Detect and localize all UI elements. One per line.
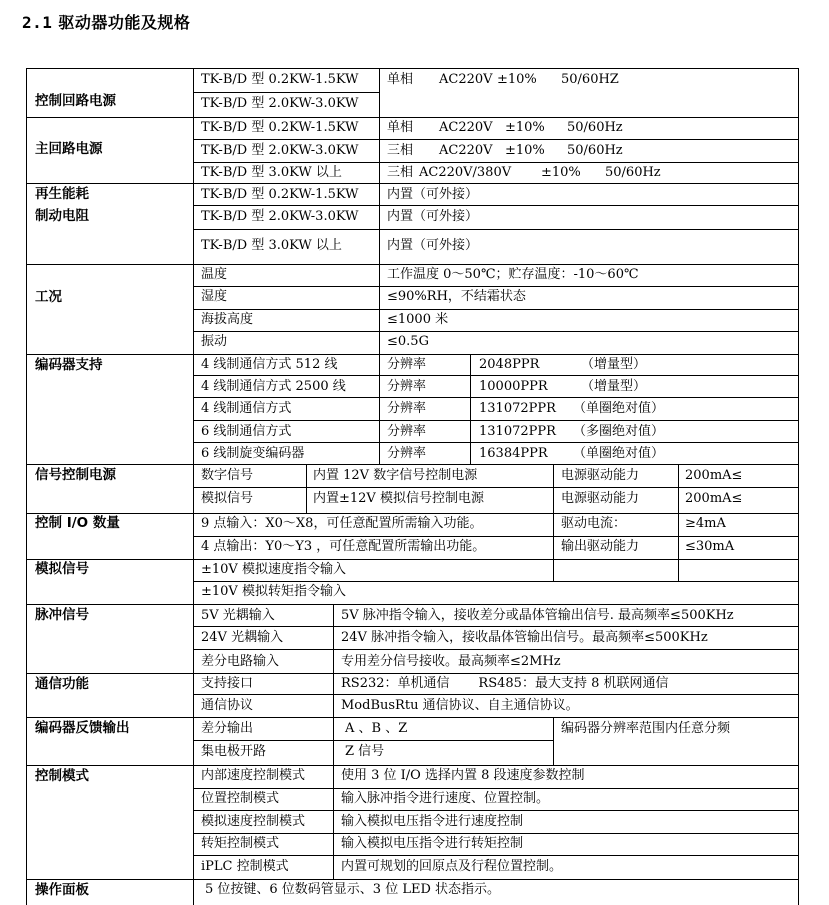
cell-item: 振动 — [201, 334, 228, 349]
rule — [678, 464, 679, 513]
cell-enc-type: 6 线制旋变编码器 — [201, 446, 305, 461]
rule — [553, 464, 554, 513]
cell-res: 2048PPR — [479, 357, 540, 372]
rule — [27, 354, 798, 355]
cell-io-desc: 4 点输出：Y0～Y3 ，可任意配置所需输出功能。 — [201, 539, 486, 554]
rule — [193, 694, 798, 695]
label-modes: 控制模式 — [35, 768, 89, 784]
cell-comm-item: 通信协议 — [201, 698, 254, 713]
cell-cap-label: 输出驱动能力 — [561, 539, 640, 554]
label-analog: 模拟信号 — [35, 561, 89, 577]
cell-item: 湿度 — [201, 289, 228, 304]
section-number: 2.1 — [22, 13, 53, 32]
rule — [379, 264, 380, 354]
cell-cap: 200mA≤ — [685, 491, 743, 506]
cell-cap: ≤30mA — [685, 539, 735, 554]
label-conditions: 工况 — [35, 289, 62, 305]
rule — [193, 740, 553, 741]
cell-panel: 5 位按键、6 位数码管显示、3 位 LED 状态指示。 — [205, 882, 501, 897]
cell-tolerance: ±10% — [505, 143, 545, 158]
cell-phase: 单相 — [387, 120, 414, 135]
cell-phase: 三相 — [387, 165, 414, 180]
cell-freq: 50/60HZ — [561, 72, 619, 87]
cell-model: TK-B/D 型 0.2KW-1.5KW — [201, 72, 359, 87]
cell-model: TK-B/D 型 2.0KW-3.0KW — [201, 96, 359, 111]
rule — [193, 229, 798, 230]
cell-voltage: AC220V — [439, 143, 493, 158]
label-main-power: 主回路电源 — [35, 141, 103, 157]
cell-model: TK-B/D 型 0.2KW-1.5KW — [201, 120, 359, 135]
cell-mode-desc: 内置可规划的回原点及行程位置控制。 — [341, 859, 563, 874]
cell-pulse-desc: 专用差分信号接收。最高频率≤2MHz — [341, 654, 561, 669]
cell-cap: 200mA≤ — [685, 468, 743, 483]
cell-value: 工作温度 0～50℃；贮存温度：-10～60℃ — [387, 267, 639, 282]
cell-comm-item: 支持接口 — [201, 676, 254, 691]
rule — [193, 375, 798, 376]
rule — [193, 69, 194, 905]
rule — [193, 92, 379, 93]
cell-note: （多圈绝对值） — [573, 424, 665, 439]
cell-value: 内置（可外接） — [387, 238, 479, 253]
rule — [27, 765, 798, 766]
cell-phase: 单相 — [387, 72, 414, 87]
rule — [193, 331, 798, 332]
spec-table — [26, 68, 799, 905]
rule — [678, 559, 679, 582]
label-control-power: 控制回路电源 — [35, 93, 116, 109]
cell-value: 内置（可外接） — [387, 209, 479, 224]
cell-sig-desc: 内置 12V 数字信号控制电源 — [313, 468, 478, 483]
label-regen-1: 再生能耗 — [35, 186, 89, 202]
cell-note: （单圈绝对值） — [573, 401, 665, 416]
cell-mode: iPLC 控制模式 — [201, 859, 289, 874]
cell-cap-label: 电源驱动能力 — [561, 491, 640, 506]
rule — [27, 673, 798, 674]
cell-pulse-desc: 5V 脉冲指令输入，接收差分或晶体管输出信号. 最高频率≤500KHz — [341, 608, 734, 623]
rule — [193, 487, 798, 488]
cell-model: TK-B/D 型 0.2KW-1.5KW — [201, 187, 359, 202]
cell-note: （单圈绝对值） — [573, 446, 665, 461]
rule — [193, 442, 798, 443]
rule — [27, 604, 798, 605]
cell-res: 131072PPR — [479, 424, 556, 439]
cell-voltage: AC220V — [439, 72, 493, 87]
cell-res-label: 分辨率 — [387, 446, 427, 461]
cell-freq: 50/60Hz — [605, 165, 661, 180]
rule — [27, 117, 798, 118]
cell-value: ≤0.5G — [387, 334, 429, 349]
rule — [333, 673, 334, 717]
cell-mode: 转矩控制模式 — [201, 836, 280, 851]
rule — [333, 604, 334, 673]
rule — [553, 513, 554, 559]
cell-res-label: 分辨率 — [387, 424, 427, 439]
rule — [193, 286, 798, 287]
cell-encout-item: 差分输出 — [201, 721, 254, 736]
cell-pulse-type: 24V 光耦输入 — [201, 630, 284, 645]
cell-mode-desc: 使用 3 位 I/O 选择内置 8 段速度参数控制 — [341, 768, 585, 783]
rule — [193, 833, 798, 834]
cell-tolerance: ±10% — [541, 165, 581, 180]
rule — [27, 464, 798, 465]
label-enc-out: 编码器反馈输出 — [35, 720, 130, 736]
cell-item: 海拔高度 — [201, 312, 254, 327]
cell-cap: ≥4mA — [685, 516, 726, 531]
cell-tolerance: ±10% — [505, 120, 545, 135]
cell-sig-desc: 内置±12V 模拟信号控制电源 — [313, 491, 484, 506]
rule — [553, 559, 554, 582]
cell-enc-type: 6 线制通信方式 — [201, 424, 292, 439]
rule — [193, 397, 798, 398]
rule — [27, 264, 798, 265]
cell-encout-value: Z 信号 — [345, 744, 385, 759]
label-io: 控制 I/O 数量 — [35, 515, 120, 531]
cell-model: TK-B/D 型 3.0KW 以上 — [201, 238, 342, 253]
cell-freq: 50/60Hz — [567, 143, 623, 158]
cell-note: （增量型） — [581, 357, 647, 372]
rule — [27, 183, 798, 184]
cell-cap-label: 驱动电流： — [561, 516, 627, 531]
cell-encout-value: A 、B 、Z — [345, 721, 408, 736]
cell-model: TK-B/D 型 2.0KW-3.0KW — [201, 209, 359, 224]
rule — [678, 513, 679, 559]
cell-value: 内置（可外接） — [387, 187, 479, 202]
label-regen-2: 制动电阻 — [35, 208, 89, 224]
rule — [553, 717, 554, 765]
cell-phase: 三相 — [387, 143, 414, 158]
rule — [193, 626, 798, 627]
cell-freq: 50/60Hz — [567, 120, 623, 135]
rule — [193, 420, 798, 421]
cell-res: 16384PPR — [479, 446, 548, 461]
rule — [193, 162, 798, 163]
section-title: 驱动器功能及规格 — [58, 13, 191, 32]
cell-res: 10000PPR — [479, 379, 548, 394]
section-heading — [22, 10, 190, 33]
cell-mode: 模拟速度控制模式 — [201, 814, 306, 829]
label-pulse: 脉冲信号 — [35, 607, 89, 623]
cell-res: 131072PPR — [479, 401, 556, 416]
rule — [27, 513, 798, 514]
cell-mode: 位置控制模式 — [201, 791, 280, 806]
cell-analog: ±10V 模拟转矩指令输入 — [201, 584, 346, 599]
rule — [333, 765, 334, 879]
rule — [379, 354, 380, 464]
rule — [193, 788, 798, 789]
cell-cap-label: 电源驱动能力 — [561, 468, 640, 483]
cell-model: TK-B/D 型 3.0KW 以上 — [201, 165, 342, 180]
cell-item: 温度 — [201, 267, 228, 282]
rule — [193, 536, 798, 537]
cell-voltage: AC220V/380V — [419, 165, 512, 180]
cell-pulse-desc: 24V 脉冲指令输入，接收晶体管输出信号。最高频率≤500KHz — [341, 630, 708, 645]
rule — [193, 855, 798, 856]
cell-tolerance: ±10% — [497, 72, 537, 87]
rule — [193, 581, 798, 582]
rule — [27, 559, 798, 560]
label-encoder: 编码器支持 — [35, 357, 103, 373]
cell-res-label: 分辨率 — [387, 379, 427, 394]
cell-enc-type: 4 线制通信方式 2500 线 — [201, 379, 346, 394]
rule — [193, 309, 798, 310]
cell-encout-note: 编码器分辨率范围内任意分频 — [561, 721, 731, 736]
cell-mode-desc: 输入模拟电压指令进行转矩控制 — [341, 836, 524, 851]
rule — [27, 717, 798, 718]
cell-mode-desc: 输入脉冲指令进行速度、位置控制。 — [341, 791, 550, 806]
label-signal-power: 信号控制电源 — [35, 467, 116, 483]
cell-comm-value: RS232：单机通信 RS485：最大支持 8 机联网通信 — [341, 676, 669, 691]
cell-voltage: AC220V — [439, 120, 493, 135]
cell-enc-type: 4 线制通信方式 512 线 — [201, 357, 338, 372]
cell-model: TK-B/D 型 2.0KW-3.0KW — [201, 143, 359, 158]
label-comm: 通信功能 — [35, 676, 89, 692]
rule — [470, 354, 471, 464]
cell-sig-type: 数字信号 — [201, 468, 254, 483]
label-panel: 操作面板 — [35, 882, 89, 898]
rule — [333, 717, 334, 765]
cell-io-desc: 9 点输入：X0～X8，可任意配置所需输入功能。 — [201, 516, 483, 531]
cell-note: （增量型） — [581, 379, 647, 394]
cell-value: ≤90%RH，不结霜状态 — [387, 289, 526, 304]
cell-res-label: 分辨率 — [387, 357, 427, 372]
cell-res-label: 分辨率 — [387, 401, 427, 416]
cell-value: ≤1000 米 — [387, 312, 449, 327]
rule — [193, 649, 798, 650]
cell-encout-item: 集电极开路 — [201, 744, 267, 759]
cell-mode: 内部速度控制模式 — [201, 768, 306, 783]
rule — [306, 464, 307, 513]
cell-comm-value: ModBusRtu 通信协议、自主通信协议。 — [341, 698, 579, 713]
rule — [193, 139, 798, 140]
rule — [27, 879, 798, 880]
cell-analog: ±10V 模拟速度指令输入 — [201, 562, 346, 577]
cell-pulse-type: 5V 光耦输入 — [201, 608, 275, 623]
cell-sig-type: 模拟信号 — [201, 491, 254, 506]
rule — [193, 810, 798, 811]
cell-pulse-type: 差分电路输入 — [201, 654, 280, 669]
cell-enc-type: 4 线制通信方式 — [201, 401, 292, 416]
rule — [193, 205, 798, 206]
cell-mode-desc: 输入模拟电压指令进行速度控制 — [341, 814, 524, 829]
